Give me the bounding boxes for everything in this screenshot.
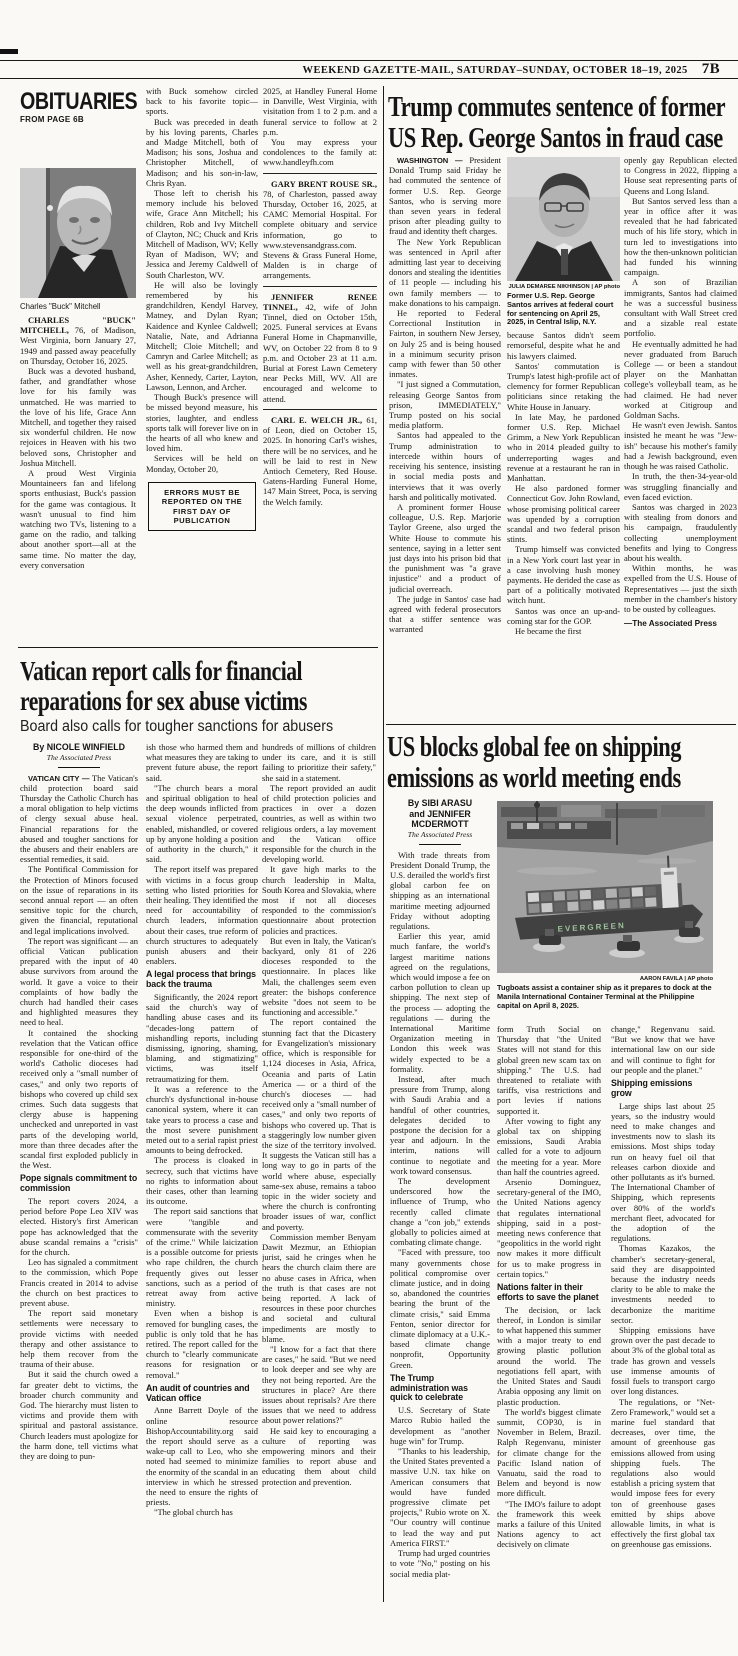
santos-column-2 <box>507 155 620 720</box>
santos-column-1 <box>389 155 501 720</box>
article-paragraph: Shipping emissions have grown over the past decade to about 3% of the global total as trade has grown and vessels use immense amounts of fossil fuels to transport cargo over long distances. <box>611 1325 715 1397</box>
article-paragraph: Santos' commutation is Trump's latest high-profile act of clemency for former Republican politicians since retaking the White House in January. <box>507 360 620 412</box>
article-paragraph: Earlier this year, amid much fanfare, the world's largest maritime nations agreed on the regulations, which would impose a fee on carbon pollution to clean up shipping. The next step of the process — adopting the regulations — during the International Maritime Organization meeting in London this week was widely expected to be a formality. <box>390 931 490 1074</box>
photo-caption: Charles "Buck" Mitchell <box>20 302 101 311</box>
shipping-column-3 <box>611 1024 715 1606</box>
container-ship-photo-art <box>497 801 713 973</box>
obituary-column-1 <box>20 300 136 634</box>
article-paragraph: The regulations, or "Net-Zero Framework," would set a marine fuel standard that decreases, over time, the amount of greenhouse gas emissions allowed from using shipping fuels. The regulations also would establish a pricing system that would impose fees for every ton of greenhouse gases emitted by ships above allowable limits, in what is effectively the first global tax on greenhouse gas emissions. <box>611 1396 715 1550</box>
article-paragraph: Significantly, the 2024 report said the church's way of handling abuse cases and its "decades-long pattern of mishandling reports, including dismissing, ignoring, shaming, blaming, and stigmatizing" victims, was itself retraumatizing for them. <box>146 992 258 1084</box>
masthead <box>0 61 720 79</box>
article-paragraph: With trade threats from President Donald Trump, the U.S. derailed the world's first global carbon fee on shipping as an international maritime meeting adjourned Friday without adopting regulations. <box>390 849 490 931</box>
santos-headline-line-2: US Rep. George Santos in fraud case <box>388 123 723 154</box>
article-paragraph: 2025, at Handley Funeral Home in Danville, West Virginia, with visitation from 1 to 2 p.m. and a funeral service to follow at 2 p.m. <box>263 86 377 137</box>
right-section-divider-rule <box>386 724 736 725</box>
article-paragraph: After vowing to fight any global tax on shipping emissions, Saudi Arabia called for a vote to adjourn the meeting for a year. More than half the countries agreed. <box>497 1115 601 1177</box>
vatican-headline <box>20 656 380 716</box>
article-paragraph: The world's biggest climate summit, COP30, is in November in Belem, Brazil. Ralph Regenvanu, minister for climate change for the Pacific Island nation of Vanuatu, said the road to Belem and beyond is now more difficult. <box>497 1406 601 1499</box>
article-paragraph: form Truth Social on Thursday that "the United States will not stand for this global green new scam tax on shipping." The U.S. had threatened to retaliate with tariffs, visa restrictions and port levies if nations supported it. <box>497 1024 601 1116</box>
byline-organization: The Associated Press <box>407 829 473 839</box>
article-paragraph: Within months, he was expelled from the U.S. House of Representatives — just the sixth member in the chamber's history to be ousted by colleagues. <box>624 563 737 614</box>
article-paragraph: The report itself was prepared with victims in a focus group setting who listed priorities for their healing. They identified the need for accountability of church leaders, information about their cases, true reform of church structures to adequately punish abusers and their enablers. <box>146 864 258 967</box>
article-subhead: Pope signals commitment to commission <box>20 1173 138 1194</box>
article-paragraph: "The IMO's failure to adopt the framework this week marks a failure of this United Nations agency to act decisively on climate <box>497 1498 601 1550</box>
obituary-column-3 <box>263 86 377 638</box>
byline-rule <box>58 767 100 768</box>
article-paragraph: The Pontifical Commission for the Protection of Minors focused on the issue of reparations in its second annual report — an often sensitive topic for the church, given the financial, reputational and legal implications involved. <box>20 864 138 936</box>
shipping-column-1 <box>390 798 490 1606</box>
article-paragraph: change," Regenvanu said. "But we know that we have international law on our side and will continue to fight for our people and the planet." <box>611 1024 715 1075</box>
article-paragraph: It was a reference to the church's dysfunctional in-house canonical system, where it can take years to process a case and the most severe punishment meted out to a serial rapist priest amounts to being defrocked. <box>146 1083 258 1156</box>
article-paragraph: Trump had urged countries to vote "No," posting on his social media plat- <box>390 1548 490 1579</box>
article-paragraph: "I just signed a Commutation, releasing George Santos from prison, IMMEDIATELY," Trump posted on his social media platform. <box>389 379 501 431</box>
article-paragraph: A proud West Virginia Mountaineers fan and lifelong sports enthusiast, Buck's passion for the game was contagious. It wasn't unusual to find him watching two TVs, listening to a game on the radio, and talking about another sport—all at the same time. No matter the day, every conversation <box>20 468 136 570</box>
article-paragraph: He reported to Federal Correctional Institution in Fairton, in southern New Jersey, on July 25 and is being housed in a minimum security prison camp with fewer than 50 other inmates. <box>389 308 501 380</box>
vatican-headline-line-1: Vatican report calls for financial <box>20 656 303 686</box>
article-paragraph: Instead, after much pressure from Trump, along with Saudi Arabia and a handful of other countries, delegates decided to postpone the decision for a year and adjourn. In the interim, nations will continue to negotiate and work toward consensus. <box>390 1073 490 1176</box>
article-paragraph: because Santos didn't seem remorseful, despite what he and his lawyers claimed. <box>507 330 620 361</box>
article-paragraph: It contained the shocking revelation that the Vatican office responsible for one-third of the world's Catholic dioceses had received only a "small number of cases," and only two reports of bishops who covered up child sex crimes. Such data suggests that clergy abuse is happening unchecked and unreported in vast parts of the developing world, more than three decades after the scandal first exploded publicly in the West. <box>20 1027 138 1171</box>
article-paragraph: hundreds of millions of children under its care, and it is still failing to prioritize their safety," she said in a statement. <box>262 742 376 783</box>
article-paragraph: You may express your condolences to the family at: www.handleyfh.com <box>263 137 377 168</box>
article-paragraph: In late May, he pardoned former U.S. Rep. Michael Grimm, a New York Republican who in 2014 pleaded guilty to underreporting wages and revenue at a restaurant he ran in Manhattan. <box>507 411 620 484</box>
article-paragraph: The report said sanctions that were "tangible and commensurate with the severity of the crime." While laicization is a possible outcome for priests who rape children, the church frequently gives out lesser sanctions, such as a period of retreat away from active ministry. <box>146 1206 258 1309</box>
article-paragraph: But even in Italy, the Vatican's backyard, only 81 of 226 dioceses responded to the questionnaire. In places like Mali, the challenges seem even greater: the bishops conference website "does not seem to be functioning and accessible." <box>262 935 376 1018</box>
article-paragraph: Commission member Benyam Dawit Mezmur, an Ethiopian jurist, said he cringes when he hears the church claim there are no abuse cases in Africa, when the truth is that cases are not being reported. A lack of resources in these poor churches and societal and cultural impediments are mostly to blame. <box>262 1231 376 1344</box>
page-number: 7B <box>701 61 720 77</box>
article-paragraph: "Thanks to his leadership, the United States prevented a massive U.N. tax hike on American consumers that would have funded progressive climate pet projects," Rubio wrote on X. "Our country will continue to lead the way and put America FIRST." <box>390 1446 490 1548</box>
fold-mark <box>0 49 18 54</box>
paragraph-lead-in: WASHINGTON — <box>397 156 463 165</box>
article-paragraph: Buck was a devoted husband, father, and grandfather whose love for his family was unmatched. He was married to the love of his life, Grace Ann Mitchell, and together they raised six wonderful children. He now rejoices in Heaven with his two beloved sons, Christopher and Joshua Mitchell. <box>20 366 136 468</box>
article-paragraph: The report contained the stunning fact that the Dicastery for Evangelization's missionary office, which is responsible for 1,124 dioceses in Asia, Africa, Oceania and parts of Latin America — or a third of the church's dioceses — had received only a "small number of cases," and only two reports of bishops who covered up. That is a staggeringly low number given the size of the territory involved. It suggests the Vatican still has a long way to go in parts of the world where abuse, especially same-sex abuse, remains a taboo topic in the wider society and where the church is confronting broader issues of war, conflict and poverty. <box>262 1017 376 1232</box>
buck-mitchell-photo-art <box>20 168 136 298</box>
article-paragraph: Trump himself was convicted in a New York court last year in a case involving hush money payments. He derided the case as part of a politically motivated witch hunt. <box>507 544 620 606</box>
article-paragraph: The report provided an audit of child protection policies and practices in over a dozen countries, as well as within two religious orders, a lay movement and the Vatican office responsible for the church in the developing world. <box>262 782 376 865</box>
paragraph-lead-in: CARL E. WELCH JR., <box>271 414 363 425</box>
shipping-headline-line-2: emissions as world meeting ends <box>387 763 681 794</box>
article-paragraph: He also pardoned former Connecticut Gov. John Rowland, whose promising political career was upended by a corruption scandal and two federal prison stints. <box>507 483 620 545</box>
article-paragraph: Even when a bishop is removed for bungling cases, the public is only told that he has retired. The report called for the church to "clearly communicate reasons for resignation or removal." <box>146 1308 258 1380</box>
center-column-rule <box>383 86 384 1602</box>
obituary-divider-rule <box>263 409 377 410</box>
obituaries-bottom-rule <box>18 647 378 648</box>
shipping-photo-caption: Tugboats assist a container ship as it prepares to dock at the Manila International Container Terminal at the Philippine capital on April 8, 2025. <box>497 983 712 1010</box>
article-paragraph: U.S. Secretary of State Marco Rubio hailed the development as "another huge win" for Trump. <box>390 1405 490 1446</box>
paragraph-lead-in: VATICAN CITY — <box>28 773 90 783</box>
article-paragraph: The development underscored how the influence of Trump, who recently called climate change a "con job," extends globally to policies aimed at combating climate change. <box>390 1176 490 1248</box>
vatican-column-2 <box>146 742 258 1604</box>
article-paragraph: Buck was preceded in death by his loving parents, Charles and Madge Mitchell, both of Madison; his sons, Joshua and Christopher Mitchell, of Madison; and his son-in-law, Chris Ryan. <box>146 116 258 188</box>
article-paragraph: He wasn't even Jewish. Santos insisted he meant he was "Jew-ish" because his mother's family had a Jewish background, even though he was raised Catholic. <box>624 420 737 472</box>
article-paragraph: He eventually admitted he had never graduated from Baruch College — or been a standout player on the Manhattan college's volleyball team, as he had claimed. He had never worked at Citigroup and Goldman Sachs. <box>624 338 737 421</box>
article-paragraph: Though Buck's presence will be missed beyond measure, his stories, laughter, and endless sports talk will forever live on in the hearts of all who knew and loved him. <box>146 392 258 454</box>
container-ship-photo <box>497 801 713 973</box>
photo-credit: JULIA DEMAREE NIKHINSON | AP photo <box>508 284 620 290</box>
article-paragraph: Anne Barrett Doyle of the online resource BishopAccountability.org said the report should serve as a wake-up call to Leo, who she noted had seemed to minimize the enormity of the scandal in an interview in which he stressed the need to ensure the rights of priests. <box>146 1405 258 1508</box>
article-paragraph: CARL E. WELCH JR., 61, of Leon, died on October 15, 2025. In honoring Carl's wishes, there will be no services, and he will be laid to rest in New Antioch Cemetery, Red House. Gatens-Harding Funeral Home, 147 Main Street, Poca, is serving the Welch family. <box>263 414 377 507</box>
errors-notice-box: ERRORS MUST BE REPORTED ON THE FIRST DAY OF PUBLICATION <box>148 482 256 532</box>
article-paragraph: GARY BRENT ROUSE SR., 78, of Charleston, passed away Thursday, October 16, 2025, at CAMC Memorial Hospital. For complete obituary and service information, go to www.stevensandgrass.com. Stevens & Grass Funeral Home, Malden is in charge of arrangements. <box>263 178 377 281</box>
article-paragraph: Those left to cherish his memory include his beloved wife, Grace Ann Mitchell; his children, Rob and Ivy Mitchell of Clayton, NC; Chuck and Kris Mitchell of Madison, WV; Kelly Ryan of Madison, WV; and Jessica and Jeremy Caldwell of South Charleston, WV. <box>146 188 258 280</box>
article-paragraph: "The church bears a moral and spiritual obligation to heal the deep wounds inflicted from sexual violence perpetrated, enabled, mishandled, or covered up by anyone holding a position of authority in the church," it said. <box>146 782 258 865</box>
article-paragraph: "I know for a fact that there are cases," he said. "But we need to look deeper and see why are they not being reported. Are the structures in place? Are there issues about reprisals? Are there issues that we need to address about power relations?" <box>262 1343 376 1426</box>
article-paragraph: Services will be held on Monday, October 20, <box>146 453 258 474</box>
svg-text:EVERGREEN: EVERGREEN <box>557 921 626 934</box>
vatican-column-1 <box>20 742 138 1604</box>
paragraph-lead-in: JENNIFER RENEE TINNEL, <box>263 291 377 312</box>
obituaries-from-page: FROM PAGE 6B <box>20 115 84 124</box>
byline: MCDERMOTT <box>411 819 469 829</box>
santos-headline-line-1: Trump commutes sentence of former <box>388 92 726 123</box>
article-paragraph: But Santos served less than a year in office after it was revealed that he had fabricated much of his life story, which in turn led to investigations into how the then-unknown politician had funded his winning campaign. <box>624 195 737 278</box>
obituary-column-2 <box>146 86 258 646</box>
wire-tagline: —The Associated Press <box>624 619 717 629</box>
article-subhead: A legal process that brings back the trauma <box>146 969 256 990</box>
shipping-column-2 <box>497 1024 601 1606</box>
photo-caption: Former U.S. Rep. George Santos arrives at federal court for sentencing on April 25, 2025, in Central Islip, N.Y. <box>507 291 614 327</box>
article-paragraph: The report said monetary settlements were necessary to provide victims with needed therapy and other assistance to help them recover from the trauma of their abuse. <box>20 1308 138 1370</box>
article-subhead: Shipping emissions grow <box>611 1078 693 1098</box>
masthead-text: WEEKEND GAZETTE-MAIL, SATURDAY–SUNDAY, OCTOBER 18–19, 2025 <box>302 65 688 76</box>
byline: By SIBI ARASU <box>407 798 473 808</box>
article-paragraph: He became the first <box>515 626 582 637</box>
article-paragraph: Santos was charged in 2023 with stealing from donors and his campaign, fraudulently collecting unemployment benefits and lying to Congress about his wealth. <box>624 501 737 563</box>
article-paragraph: The process is cloaked in secrecy, such that victims have no rights to information about their cases, other than learning its outcome. <box>146 1155 258 1207</box>
obituary-divider-rule <box>263 286 377 287</box>
article-paragraph: Santos was once an up-and-coming star for the GOP. <box>507 605 620 626</box>
article-paragraph: JENNIFER RENEE TINNEL, 42, wife of John Tinnel, died on October 15th, 2025. Funeral services at Evans Funeral Home in Chapmanville, WV, on October 22 from 8 to 9 p.m. and October 23 at 11 a.m. Burial at Forest Lawn Cemetery near Pecks Mill, WV. All are encouraged and welcome to attend. <box>263 291 377 404</box>
article-paragraph: The New York Republican was sentenced in April after admitting last year to deceiving donors and stealing the identities of 11 people — including his own family members — to make donations to his campaign. <box>389 236 501 308</box>
article-paragraph: VATICAN CITY — The Vatican's child protection board said Thursday the Catholic Church has a moral obligation to help victims of clergy sexual abuse heal. Financial reparations for the abused and tougher sanctions for the abusers and their enablers are essential remedies, it said. <box>20 772 138 865</box>
article-paragraph: The judge in Santos' case had agreed with federal prosecutors that a stiffer sentence was warranted <box>389 593 501 635</box>
buck-mitchell-photo <box>20 168 136 298</box>
article-paragraph: Large ships last about 25 years, so the industry would need to make changes and investments now to slash its emissions. Most ships today run on heavy fuel oil that releases carbon dioxide and other pollutants as it's burned. The International Chamber of Shipping, which represents over 80% of the world's merchant fleet, advocated for the adoption of the regulations. <box>611 1100 715 1244</box>
article-paragraph: He will also be lovingly remembered by his grandchildren, Kendyl Harvey, Matney, and Dylan Ryan; Kaidence and Kynlee Caldwell; Natalie, Nate, and Adrianna Mitchell; Cloie Mitchell; and Camryn and Carlee Mitchell; as well as his great-grandchildren, Asher, Kennedy, Carter, Layton, Lawson, Lennon, and Archer. <box>146 279 258 392</box>
obituary-divider-rule <box>263 173 377 174</box>
article-subhead: The Trump administration was quick to celebrate <box>390 1372 468 1403</box>
vatican-deck: Board also calls for tougher sanctions for abusers <box>20 718 334 735</box>
article-paragraph: CHARLES "BUCK" MITCHELL, 76, of Madison, West Virginia, born January 27, 1949 and passed away peacefully on Thursday, October 16, 2025. <box>20 315 136 366</box>
article-paragraph: Arsenio Dominguez, secretary-general of the IMO, the United Nations agency that regulates international shipping, said in a post-meeting news conference that "geopolitics in the world right now makes it more difficult for us to make progress in certain topics." <box>497 1177 601 1279</box>
article-paragraph: The report was significant — an official Vatican publication prepared with the input of 40 abuse survivors from around the world. It gave a voice to their complaints of how badly the church had handled their cases and highlighted measures they need to heal. <box>20 935 138 1028</box>
article-paragraph: ish those who harmed them and what measures they are taking to prevent future abuse, the report said. <box>146 742 258 783</box>
article-paragraph: A son of Brazilian immigrants, Santos had claimed he was a successful business consultant with Wall Street cred and a sizable real estate portfolio. <box>624 277 737 339</box>
article-paragraph: "The global church has <box>154 1507 233 1518</box>
masthead-rule-bottom <box>0 78 738 79</box>
article-paragraph: Santos had appealed to the Trump administration to intercede within hours of receiving his sentence, insisting in social media posts and interviews that it was overly harsh and politically motivated. <box>389 430 501 502</box>
vatican-column-3 <box>262 742 376 1604</box>
byline: and JENNIFER <box>409 808 471 819</box>
article-paragraph: A prominent former House colleague, U.S. Rep. Marjorie Taylor Greene, also urged the White House to commute his sentence, saying in a letter sent just days into his prison bid that the punishment was "a grave injustice" and a product of judicial overreach. <box>389 501 501 594</box>
article-paragraph: But it said the church owed a far greater debt to victims, the broader church community and God. The hierarchy must listen to victims and provide them with spiritual and pastoral assistance. Church leaders must apologize for the harm done, tell victims what they are doing to pun- <box>20 1369 138 1462</box>
article-paragraph: The report covers 2024, a period before Pope Leo XIV was elected. History's first American pope has acknowledged that the abuse scandal remains a "crisis" for the church. <box>20 1196 138 1258</box>
byline-rule <box>419 844 461 845</box>
shipping-headline-line-1: US blocks global fee on shipping <box>387 732 681 763</box>
article-subhead: An audit of countries and Vatican office <box>146 1382 250 1403</box>
shipping-headline <box>387 732 737 794</box>
article-paragraph: He said key to encouraging a culture of reporting was empowering minors and their families to report abuse and educating them about child protection and prevention. <box>262 1425 376 1487</box>
article-paragraph: WASHINGTON — President Donald Trump said Friday he had commuted the sentence of former U.S. Rep. George Santos, who is serving more than seven years in federal prison after pleading guilty to fraud and identity theft charges. <box>389 155 501 237</box>
article-paragraph: Leo has signaled a commitment to the commission, which Pope Francis created in 2014 to advise the church on best practices to prevent abuse. <box>20 1257 138 1309</box>
paragraph-lead-in: GARY BRENT ROUSE SR., <box>271 178 377 189</box>
article-paragraph: Thomas Kazakos, the chamber's secretary-general, said they are disappointed because the industry needs clarity to be able to make the investments needed to decarbonize the maritime sector. <box>611 1243 715 1325</box>
obituaries-header <box>20 90 160 126</box>
article-paragraph: with Buck somehow circled back to his favorite topic—sports. <box>146 86 258 117</box>
article-paragraph: The decision, or lack thereof, in London is similar to what happened this summer with a major treaty to end growing plastic pollution around the world. The negotiations fell apart, with the United States and Saudi Arabia opposing any limit on plastic production. <box>497 1304 601 1407</box>
photo-spacer <box>507 155 620 283</box>
byline: By NICOLE WINFIELD <box>33 742 125 752</box>
paragraph-lead-in: CHARLES "BUCK" MITCHELL, <box>20 315 136 336</box>
article-paragraph: openly gay Republican elected to Congress in 2022, flipping a House seat representing parts of Queens and Long Island. <box>624 155 737 196</box>
article-paragraph: In truth, the then-34-year-old was struggling financially and even faced eviction. <box>624 471 737 502</box>
vatican-headline-line-2: reparations for sex abuse victims <box>20 686 307 716</box>
article-paragraph: "Faced with pressure, too many governments chose political compromise over climate justice, and in doing so, abandoned the countries bearing the brunt of the climate crisis," said Emma Fenton, senior director for climate diplomacy at a U.K.-based climate change nonprofit, Opportunity Green. <box>390 1247 490 1370</box>
article-paragraph: It gave high marks to the church leadership in Malta, South Korea and Slovakia, where most if not all dioceses responded to the commission's questionnaire about protection policies and practices. <box>262 864 376 936</box>
obituaries-title: OBITUARIES <box>20 88 138 115</box>
shipping-photo-credit: AARON FAVILA | AP photo <box>639 976 713 982</box>
article-subhead: Nations falter in their efforts to save the planet <box>497 1282 599 1302</box>
santos-headline <box>388 92 738 154</box>
santos-column-3 <box>624 155 737 720</box>
byline-organization: The Associated Press <box>46 752 112 762</box>
